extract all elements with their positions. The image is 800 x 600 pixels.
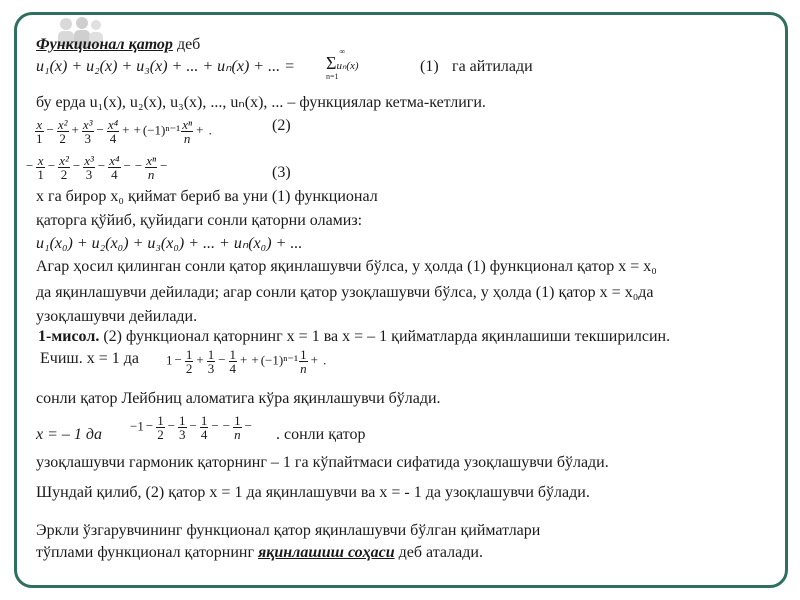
functions-sequence-line: бу ерда u₁(x), u₂(x), u₃(x), ..., uₙ(x), ... – функциялар кетма-кетлиги. bbox=[36, 94, 486, 111]
operator: − bbox=[145, 418, 154, 434]
operator: − bbox=[96, 122, 104, 138]
example-label: 1-мисол. bbox=[38, 328, 100, 345]
domain-definition-1: Эркли ўзгарувчининг функционал қатор яқинлашувчи бўлган қийматлари bbox=[36, 522, 541, 539]
x0-line-a: x га бирор x₀ қиймат бериб ва уни (1) функционал bbox=[36, 188, 378, 205]
eq1-suffix: га айтилади bbox=[452, 58, 533, 75]
convergence-para-3: узоқлашувчи дейилади. bbox=[36, 308, 198, 325]
operator: − bbox=[189, 418, 197, 434]
series-2-term: $\frac{\text{x²}}{2}$ bbox=[57, 117, 68, 146]
operator: − bbox=[174, 352, 182, 368]
leibniz-line: сонли қатор Лейбниц аломатига кўра яқинлашувчи бўлади. bbox=[36, 390, 441, 407]
term-convergence-domain: яқинлашиш соҳаси bbox=[258, 544, 395, 561]
series-3-term: $\frac{x}{1}$ bbox=[37, 153, 44, 182]
series-xm1-general-term: $\frac{1}{n}$ bbox=[234, 413, 241, 442]
series-x1-term: $\frac{1}{3}$ bbox=[207, 347, 215, 376]
series-x1-general-term: $\frac{1}{n}$ bbox=[300, 347, 307, 376]
sum-notation bbox=[326, 48, 359, 81]
domain-definition-2 bbox=[36, 544, 483, 562]
eq-number-2: (2) bbox=[272, 117, 291, 134]
series-xm1-term: $\frac{1}{3}$ bbox=[179, 413, 186, 442]
series-2 bbox=[34, 118, 212, 145]
series-xm1-term: $\frac{1}{4}$ bbox=[200, 413, 208, 442]
eq-number-1: (1) bbox=[420, 58, 439, 75]
operator: − bbox=[244, 418, 252, 434]
operator: + bbox=[122, 122, 130, 138]
series-3-term: $\frac{\text{x⁴}}{4}$ bbox=[109, 153, 120, 182]
x-minus-1-suffix: . сонли қатор bbox=[276, 426, 366, 443]
series-3 bbox=[24, 154, 169, 181]
operator: − bbox=[97, 158, 106, 174]
convergence-para-2: да яқинлашувчи дейилади; агар сонли қатор узоқлашувчи бўлса, у ҳолда (1) қатор x = x₀да bbox=[36, 284, 654, 301]
series-expansion: u₁(x) + u₂(x) + u₃(x) + ... + uₙ(x) + ... = bbox=[36, 58, 295, 75]
example-line bbox=[38, 328, 670, 346]
solution-line: Ечиш. x = 1 да bbox=[40, 350, 139, 367]
term-functional-series: Функционал қатор bbox=[36, 36, 173, 53]
operator: − bbox=[46, 122, 54, 138]
operator: − bbox=[134, 158, 143, 174]
series-x-equals-1 bbox=[166, 348, 326, 375]
operator: − bbox=[26, 158, 34, 174]
sum-top: ∞ bbox=[339, 47, 346, 56]
series-3-general-term: $\frac{\text{xⁿ}}{n}$ bbox=[146, 153, 157, 182]
sign-factor: (−1)ⁿ⁻¹ bbox=[142, 122, 181, 138]
operator: − bbox=[123, 158, 131, 174]
series-x1-term: $\frac{1}{4}$ bbox=[229, 347, 237, 376]
domain-def-suffix: деб аталади. bbox=[394, 544, 483, 561]
dot: . bbox=[319, 352, 327, 368]
sum-body: uₙ(x) bbox=[336, 60, 359, 72]
series-2-general-term: $\frac{\text{xⁿ}}{n}$ bbox=[182, 117, 193, 146]
operator: − bbox=[218, 352, 226, 368]
numeric-series-line: u₁(x₀) + u₂(x₀) + u₃(x₀) + ... + uₙ(x₀) + ... bbox=[36, 235, 303, 252]
series-x-equals-minus-1 bbox=[130, 414, 254, 441]
operator: + bbox=[251, 352, 259, 368]
operator: + bbox=[310, 352, 318, 368]
series-2-term: $\frac{\text{x⁴}}{4}$ bbox=[107, 117, 119, 146]
sigma-icon: Σ bbox=[326, 53, 337, 73]
series-xm1-term: $\frac{1}{2}$ bbox=[157, 413, 164, 442]
series-3-term: $\frac{\text{x³}}{3}$ bbox=[84, 153, 94, 182]
operator: − bbox=[47, 158, 56, 174]
operator: + bbox=[196, 352, 204, 368]
operator: − bbox=[160, 158, 168, 174]
x-minus-1-line: x = – 1 да bbox=[36, 426, 102, 443]
example-text: (2) функционал қаторнинг x = 1 ва x = – 1 қийматларда яқинлашиши текширилсин. bbox=[99, 328, 671, 345]
series-3-term: $\frac{\text{x²}}{2}$ bbox=[59, 153, 69, 182]
dot: . bbox=[205, 122, 212, 138]
sum-bottom: n=1 bbox=[326, 72, 339, 81]
series-2-term: $\frac{x}{1}$ bbox=[36, 117, 43, 146]
domain-def-prefix: тўплами функционал қаторнинг bbox=[36, 544, 259, 561]
operator: − bbox=[72, 158, 81, 174]
convergence-para-1: Агар ҳосил қилинган сонли қатор яқинлашувчи бўлса, у ҳолда (1) функционал қатор x = x₀ bbox=[36, 258, 657, 275]
operator: + bbox=[240, 352, 248, 368]
harmonic-line: узоқлашувчи гармоник қаторнинг – 1 га кўпайтмаси сифатида узоқлашувчи бўлади. bbox=[36, 454, 609, 471]
operator: + bbox=[71, 122, 79, 138]
lead-term: 1 bbox=[166, 352, 173, 368]
lead-term: −1 bbox=[130, 418, 144, 434]
definition-heading bbox=[36, 36, 200, 54]
conclusion-line: Шундай қилиб, (2) қатор x = 1 да яқинлашувчи ва x = - 1 да узоқлашувчи бўлади. bbox=[36, 484, 590, 501]
x0-line-b: қаторга қўйиб, қуйидаги сонли қаторни оламиз: bbox=[36, 212, 363, 229]
operator: − bbox=[211, 418, 219, 434]
series-x1-term: $\frac{1}{2}$ bbox=[185, 347, 193, 376]
definition-after-term: деб bbox=[172, 36, 201, 53]
operator: + bbox=[133, 122, 141, 138]
operator: − bbox=[167, 418, 176, 434]
eq-number-3: (3) bbox=[272, 164, 291, 181]
operator: + bbox=[196, 122, 204, 138]
series-2-term: $\frac{\text{x³}}{3}$ bbox=[82, 117, 93, 146]
operator: − bbox=[222, 418, 231, 434]
sign-factor: (−1)ⁿ⁻¹ bbox=[260, 352, 299, 368]
